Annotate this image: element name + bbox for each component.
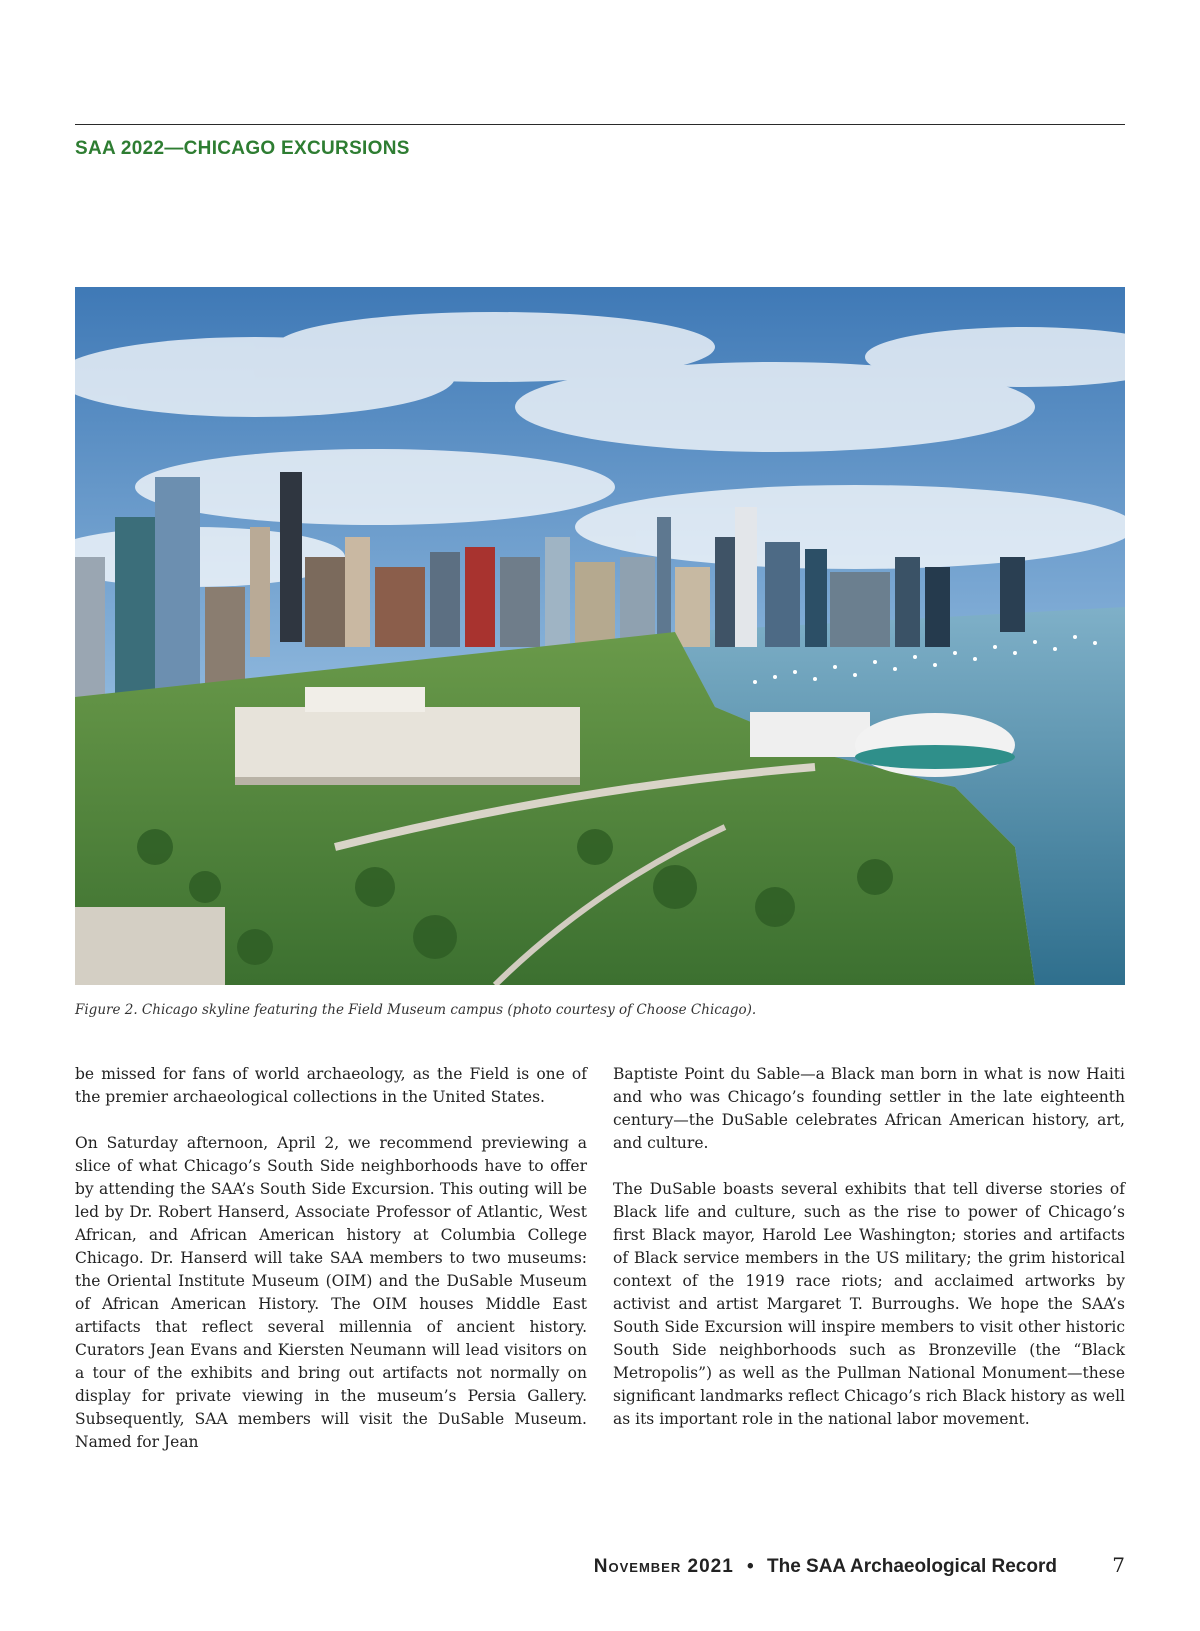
body-column-left xyxy=(75,1063,587,1477)
figure-caption: Figure 2. Chicago skyline featuring the Field Museum campus (photo courtesy of Choose Chicago). xyxy=(75,1002,757,1018)
paragraph: On Saturday afternoon, April 2, we recommend previewing a slice of what Chicago’s South Side neighborhoods have to offer by attending the SAA’s South Side Excursion. This outing will be led by Dr. Robert Hanserd, Associate Professor of Atlantic, West African, and African American history at Columbia College Chicago. Dr. Hanserd will take SAA members to two museums: the Oriental Institute Museum (OIM) and the DuSable Museum of African American History. The OIM houses Middle East artifacts that reflect several millennia of ancient history. Curators Jean Evans and Kiersten Neumann will lead visitors on a tour of the exhibits and bring out artifacts not normally on display for private viewing in the museum’s Persia Gallery. Subsequently, SAA members will visit the DuSable Museum. Named for Jean xyxy=(75,1134,587,1451)
body-column-right xyxy=(613,1063,1125,1454)
header-rule xyxy=(75,124,1125,125)
paragraph: be missed for fans of world archaeology, as the Field is one of the premier archaeological collections in the United States. xyxy=(75,1065,587,1106)
paragraph: Baptiste Point du Sable—a Black man born in what is now Haiti and who was Chicago’s founding settler in the late eighteenth century—the DuSable celebrates African American history, art, and culture. xyxy=(613,1065,1125,1152)
page-footer xyxy=(594,1553,1125,1578)
footer-separator: • xyxy=(747,1556,754,1577)
footer-publication: The SAA Archaeological Record xyxy=(766,1556,1057,1577)
soldier-field xyxy=(75,907,225,985)
figure-photo-chicago-skyline xyxy=(75,287,1125,985)
footer-month: November 2021 xyxy=(593,1556,734,1577)
section-title: SAA 2022—CHICAGO EXCURSIONS xyxy=(75,138,410,159)
page-number: 7 xyxy=(1112,1553,1125,1577)
skyline-illustration xyxy=(75,287,1125,985)
paragraph: The DuSable boasts several exhibits that tell diverse stories of Black life and culture, such as the rise to power of Chicago’s first Black mayor, Harold Lee Washington; stories and artifacts of Black service members in the US military; the grim historical context of the 1919 race riots; and acclaimed artworks by activist and artist Margaret T. Burroughs. We hope the SAA’s South Side Excursion will inspire members to visit other historic South Side neighborhoods such as Bronzeville (the “Black Metropolis”) as well as the Pullman National Monument—these significant landmarks reflect Chicago’s rich Black history as well as its important role in the national labor movement. xyxy=(613,1180,1125,1428)
